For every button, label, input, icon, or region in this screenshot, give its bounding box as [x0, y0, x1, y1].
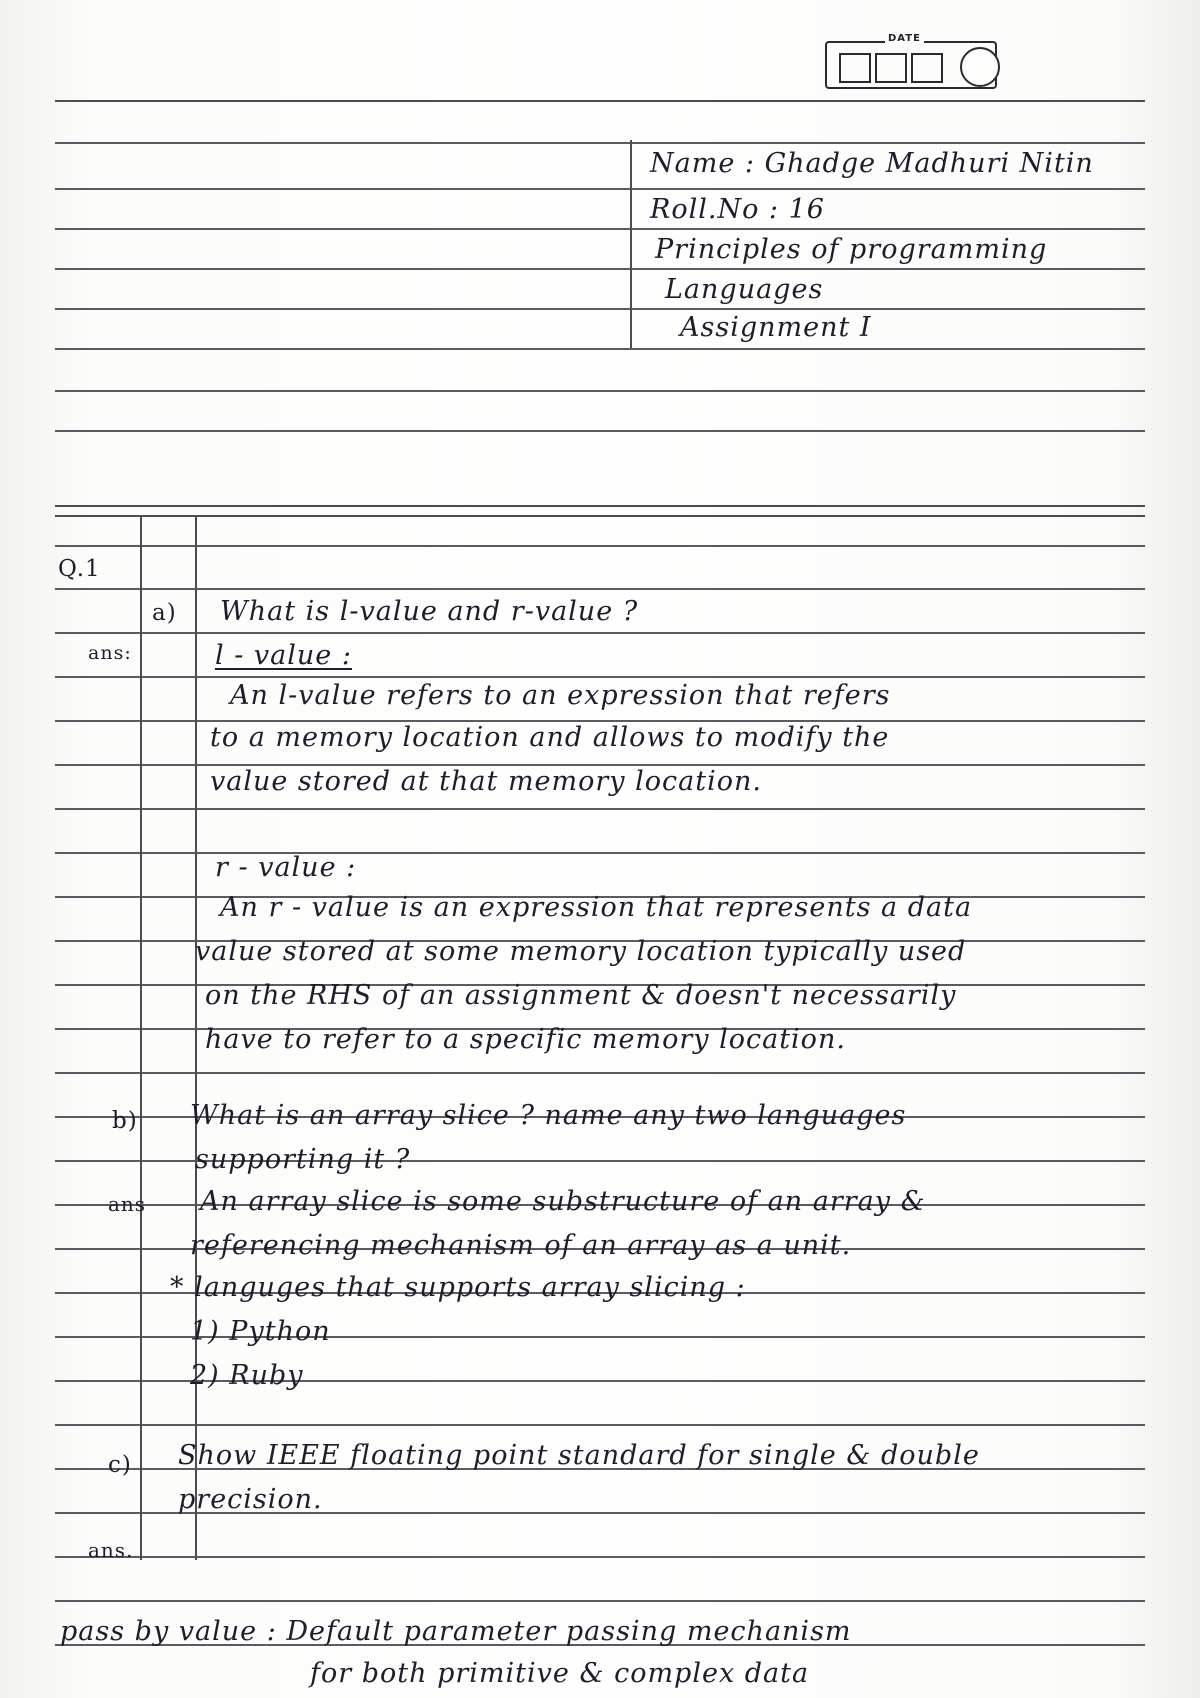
part-a-ans-marker: ans:	[88, 642, 132, 664]
footer-line-1: pass by value : Default parameter passing mechanism	[60, 1616, 852, 1647]
lvalue-line-3: value stored at that memory location.	[210, 766, 762, 797]
subject-line-2: Languages	[665, 274, 824, 305]
ruled-line	[55, 188, 1145, 190]
date-cell-year	[911, 53, 943, 83]
rvalue-line-4: have to refer to a specific memory location.	[205, 1024, 846, 1055]
date-circle	[960, 47, 1000, 87]
part-b-ans-marker: ans	[108, 1192, 147, 1216]
part-b-question-line-2: supporting it ?	[195, 1144, 411, 1175]
ruled-line	[55, 588, 1145, 590]
date-label: DATE	[885, 33, 924, 44]
ruled-line	[55, 545, 1145, 547]
part-c-marker: c)	[108, 1452, 132, 1478]
part-b-answer-line-2: referencing mechanism of an array as a unit.	[190, 1230, 852, 1261]
date-cell-day	[839, 53, 871, 83]
rvalue-line-1: An r - value is an expression that represents a data	[220, 892, 973, 923]
ruled-line	[55, 1072, 1145, 1074]
ruled-line	[55, 1600, 1145, 1602]
student-name: Name : Ghadge Madhuri Nitin	[650, 148, 1094, 179]
ruled-line	[55, 515, 1145, 517]
ruled-line	[55, 142, 1145, 144]
margin-line	[140, 515, 142, 1560]
ruled-line	[55, 348, 1145, 350]
rvalue-heading: r - value :	[215, 852, 357, 883]
part-b-question-line-1: What is an array slice ? name any two languages	[190, 1100, 907, 1131]
ruled-line	[55, 1556, 1145, 1558]
ruled-line	[55, 100, 1145, 102]
lvalue-heading: l - value :	[215, 640, 352, 671]
language-python: 1) Python	[190, 1316, 331, 1347]
question-number: Q.1	[58, 556, 101, 582]
margin-line	[195, 515, 197, 1560]
ruled-line	[55, 676, 1145, 678]
rvalue-line-2: value stored at some memory location typically used	[195, 936, 967, 967]
ruled-line	[55, 228, 1145, 230]
date-cell-month	[875, 53, 907, 83]
ruled-line	[55, 390, 1145, 392]
ruled-line	[55, 1424, 1145, 1426]
lvalue-line-2: to a memory location and allows to modify the	[210, 722, 890, 753]
footer-line-2: for both primitive & complex data	[310, 1658, 810, 1689]
part-a-marker: a)	[152, 600, 177, 626]
ruled-line	[55, 308, 1145, 310]
part-b-marker: b)	[112, 1108, 138, 1134]
part-c-question-line-1: Show IEEE floating point standard for single & double	[178, 1440, 980, 1471]
ruled-line	[55, 808, 1145, 810]
roll-number: Roll.No : 16	[650, 194, 825, 225]
ruled-line	[55, 505, 1145, 507]
ruled-line	[55, 430, 1145, 432]
ruled-line	[55, 268, 1145, 270]
lvalue-line-1: An l-value refers to an expression that refers	[230, 680, 891, 711]
part-c-ans-marker: ans.	[88, 1538, 134, 1562]
assignment-title: Assignment I	[680, 312, 872, 343]
part-c-question-line-2: precision.	[178, 1484, 323, 1515]
subject-line-1: Principles of programming	[655, 234, 1048, 265]
ruled-line	[55, 632, 1145, 634]
date-stamp	[825, 33, 997, 95]
part-b-answer-line-1: An array slice is some substructure of an array &	[200, 1186, 926, 1217]
languages-heading: * languges that supports array slicing :	[170, 1272, 746, 1303]
language-ruby: 2) Ruby	[190, 1360, 304, 1391]
part-a-question: What is l-value and r-value ?	[220, 596, 639, 627]
rvalue-line-3: on the RHS of an assignment & doesn't necessarily	[205, 980, 957, 1011]
header-box-border	[630, 140, 632, 348]
